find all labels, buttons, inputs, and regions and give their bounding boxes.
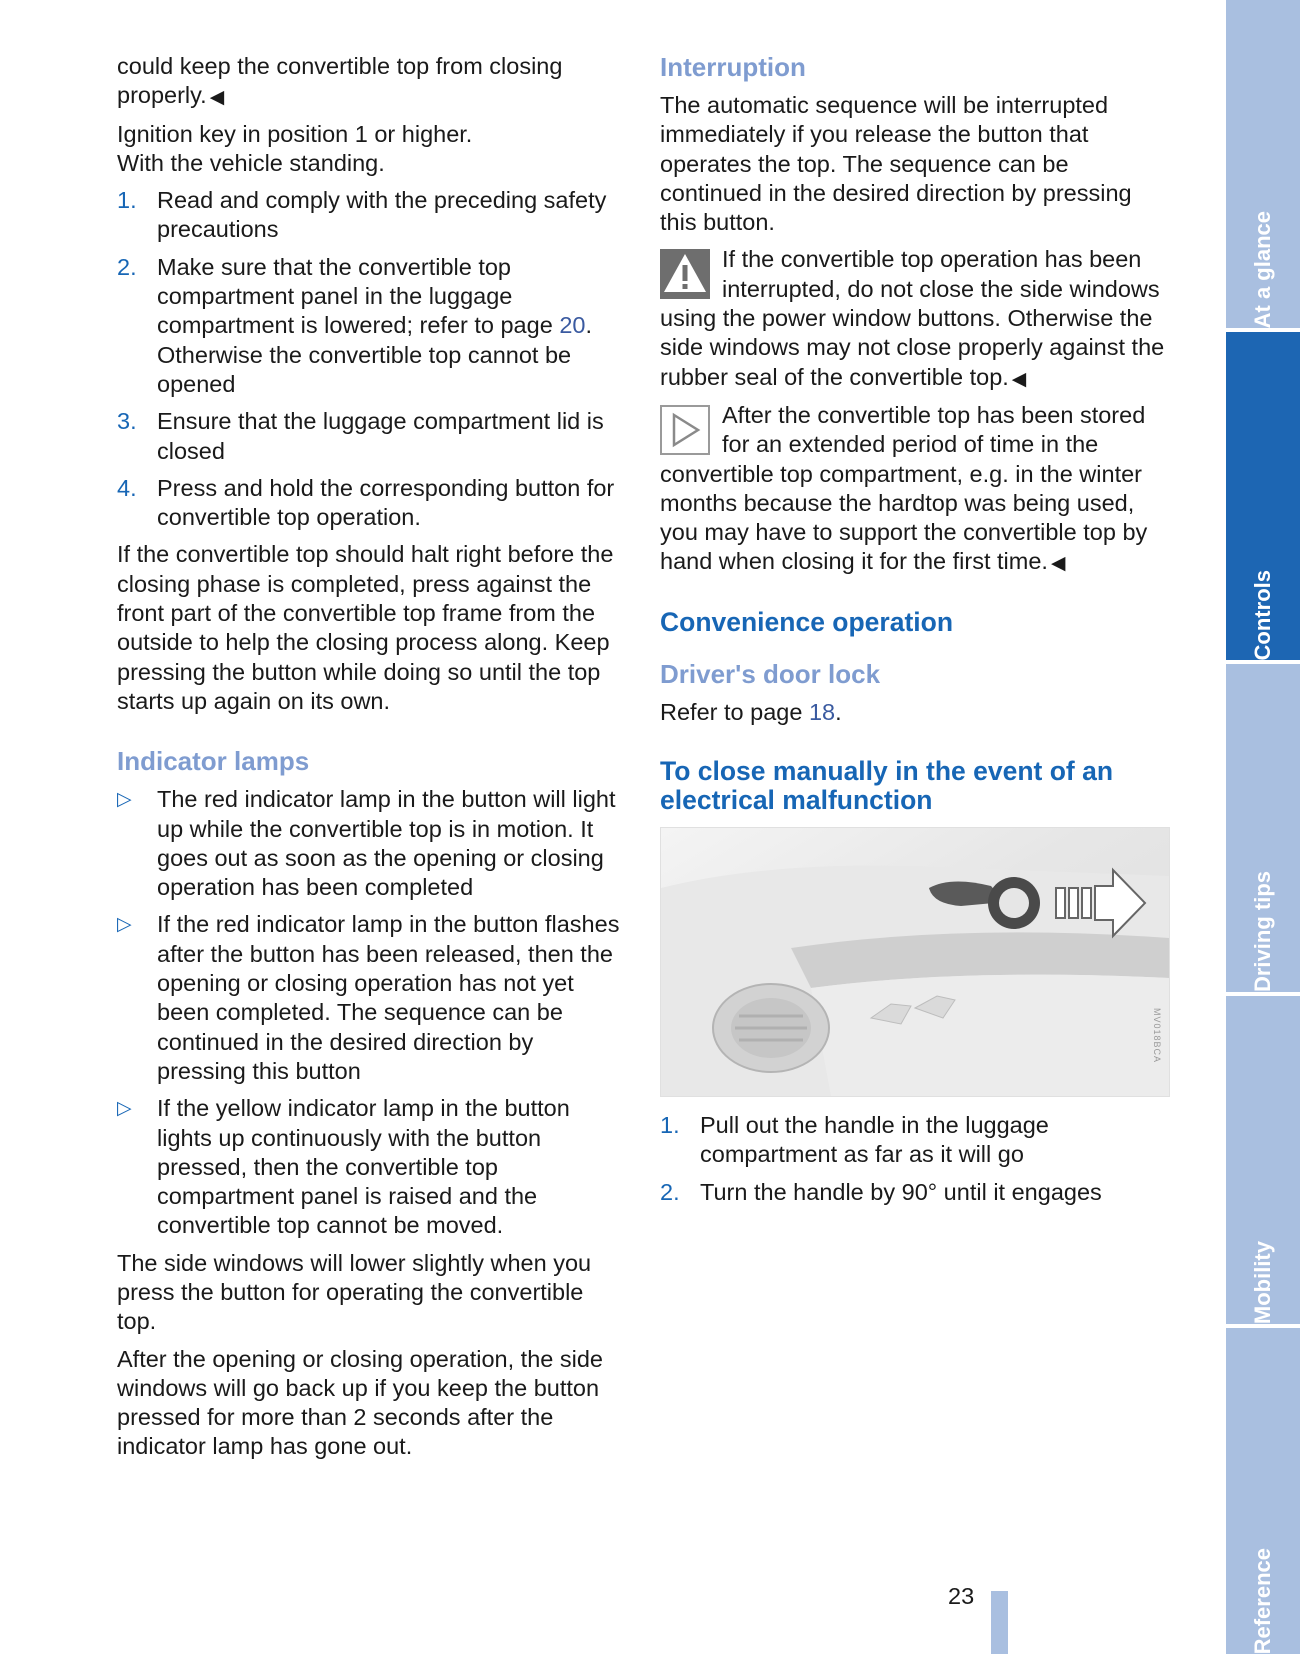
page-ref-link[interactable]: 18 [808, 698, 836, 725]
note-arrow-icon [660, 405, 710, 455]
side-windows-paragraph: The side windows will lower slightly when you press the button for operating the convertible top. [117, 1249, 592, 1335]
list-item: 4. Press and hold the corresponding button for convertible top operation. [117, 474, 615, 531]
page-number-bar [991, 1591, 1008, 1654]
end-mark-icon: ◀ [1011, 367, 1027, 389]
list-item: 2. Turn the handle by 90° until it engages [660, 1178, 1102, 1205]
list-item: 1. Read and comply with the preceding safety precautions [117, 187, 607, 243]
end-mark-icon: ◀ [209, 86, 225, 108]
right-column [660, 52, 1170, 1215]
convenience-operation-heading: Convenience operation [660, 606, 954, 637]
list-item: ▷ The red indicator lamp in the button will light up while the convertible top is in motion. It goes out as soon as the opening or closing operation has been completed [117, 785, 622, 902]
tab-at-a-glance[interactable]: At a glance [1226, 0, 1300, 328]
indicator-bullets-list [117, 785, 622, 1240]
intro-paragraph: could keep the convertible top from closing properly. ◀ [117, 52, 622, 112]
bullet-triangle-icon: ▷ [117, 789, 132, 811]
list-item: ▷ If the yellow indicator lamp in the button lights up continuously with the button pressed, then the convertible top compartment panel is raised and the convertible top cannot be moved. [117, 1094, 622, 1240]
tab-controls[interactable]: Controls [1226, 332, 1300, 660]
indicator-lamps-heading: Indicator lamps [117, 746, 310, 777]
manual-handle-illustration [660, 827, 1170, 1097]
halt-paragraph: If the convertible top should halt right before the closing phase is completed, press against the front part of the convertible top frame from the outside to help the closing process along. Keep pressing the button while doing so until the top starts up again on its own. [117, 541, 614, 714]
section-tabs [1226, 0, 1300, 1654]
warning-icon [660, 249, 710, 299]
list-item: ▷ If the red indicator lamp in the button flashes after the button has been released, then the opening or closing operation has not yet been completed. The sequence can be continued in the desired direction by pressing this button [117, 910, 622, 1086]
list-item: 3. Ensure that the luggage compartment lid is closed [117, 408, 604, 464]
after-operation-paragraph: After the opening or closing operation, the side windows will go back up if you keep the button pressed for more than 2 seconds after the indicator lamp has gone out. [117, 1345, 603, 1460]
ignition-paragraph [117, 120, 622, 179]
warning-note: If the convertible top operation has been interrupted, do not close the side windows using the power window buttons. Otherwise the side windows may not close properly against the rubber seal of the convertible top. ◀ [660, 245, 1170, 392]
page-number: 23 [948, 1583, 975, 1609]
drivers-door-lock-heading: Driver's door lock [660, 658, 881, 689]
tab-reference[interactable]: Reference [1226, 1328, 1300, 1654]
interruption-paragraph: The automatic sequence will be interrupted immediately if you release the button that operates the top. The sequence can be continued in the desired direction by pressing this button. [660, 92, 1132, 236]
interruption-heading: Interruption [660, 52, 806, 82]
tab-mobility[interactable]: Mobility [1226, 996, 1300, 1324]
refer-paragraph: Refer to page 18. [660, 698, 842, 725]
info-note: After the convertible top has been stored for an extended period of time in the convertible top compartment, e.g. in the winter months because the hardtop was being used, you may have to support the convertible top by hand when closing it for the first time. ◀ [660, 401, 1170, 578]
end-mark-icon: ◀ [1050, 552, 1066, 574]
manual-steps-list [660, 1111, 1170, 1207]
ignition-text: Ignition key in position 1 or higher. [117, 120, 473, 147]
bullet-triangle-icon: ▷ [117, 1098, 132, 1120]
manual-close-heading: To close manually in the event of an electrical malfunction [660, 756, 1114, 816]
list-item: 1. Pull out the handle in the luggage compartment as far as it will go [660, 1112, 1049, 1168]
figure-code: MV018BCA [1152, 1008, 1162, 1064]
page-ref-link[interactable]: 20 [559, 312, 586, 339]
luggage-compartment-handle-image [661, 828, 1169, 1096]
bullet-triangle-icon: ▷ [117, 914, 132, 936]
opening-steps-list [117, 186, 622, 532]
list-item: 2. Make sure that the convertible top compartment panel in the luggage compartment is lowered; refer to page 20. Otherwise the convertible top cannot be opened [117, 253, 592, 397]
standing-text: With the vehicle standing. [117, 149, 385, 176]
left-column [117, 52, 622, 1470]
tab-driving-tips[interactable]: Driving tips [1226, 664, 1300, 992]
